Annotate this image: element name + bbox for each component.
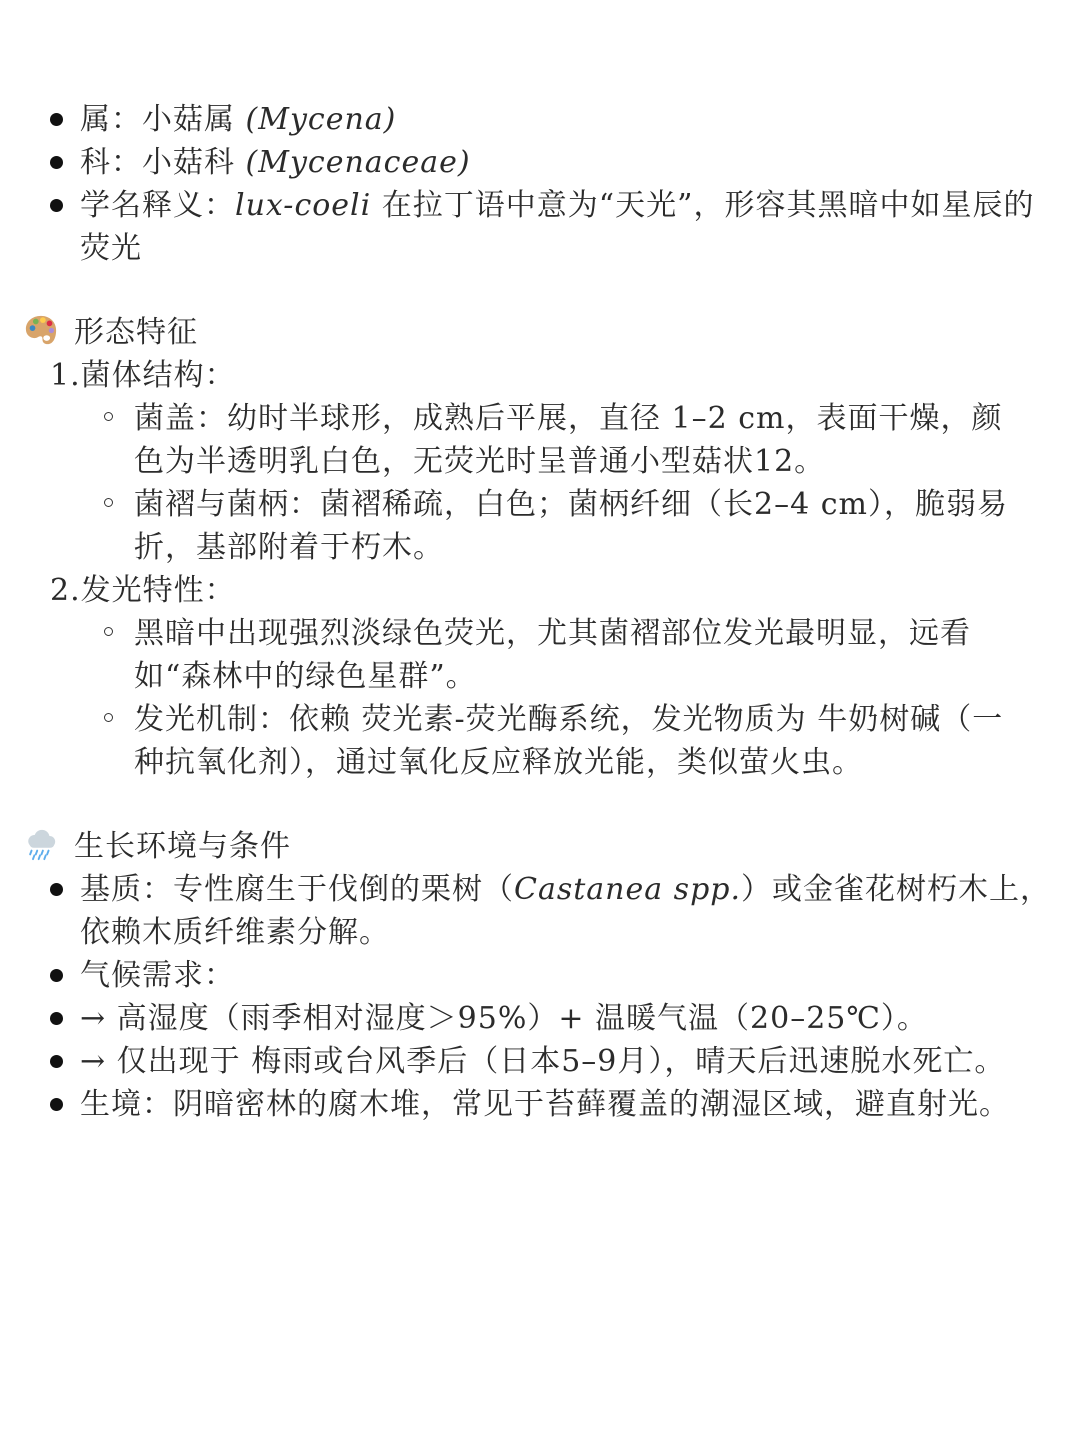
bullet-icon — [50, 113, 63, 126]
sub-item-text: 菌盖：幼时半球形，成熟后平展，直径 1–2 cm，表面干燥，颜色为半透明乳白色，无荧光时呈普通小型菇状12。 — [134, 401, 1003, 479]
item-title: 发光特性： — [80, 573, 236, 608]
sub-item-glow — [102, 612, 1022, 698]
circle-bullet-icon — [104, 412, 113, 421]
sub-item-cap — [102, 397, 1022, 483]
sub-item-gills-stem — [102, 483, 1022, 569]
meaning-text: 在拉丁语中意为“天光”，形容其黑暗中如星辰的荧光 — [80, 188, 1035, 266]
bullet-icon — [50, 1098, 63, 1111]
morphology-item-structure — [50, 354, 1050, 569]
list-item-substrate — [48, 868, 1068, 954]
list-item-habitat — [48, 1083, 1068, 1126]
item-title: 菌体结构： — [80, 358, 236, 393]
list-item-meaning — [48, 184, 1058, 270]
bullet-icon — [50, 883, 63, 896]
taxonomy-list — [48, 98, 1058, 270]
sub-item-text: 菌褶与菌柄：菌褶稀疏，白色；菌柄纤细（长2–4 cm），脆弱易折，基部附着于朽木。 — [134, 487, 1008, 565]
family-latin: (Mycenaceae) — [245, 145, 471, 180]
morphology-heading — [24, 311, 1080, 354]
item-number: 2. — [50, 573, 81, 608]
item-number: 1. — [50, 358, 81, 393]
list-item-family — [48, 141, 1058, 184]
meaning-latin: lux-coeli — [235, 188, 372, 223]
luminescence-sublist — [102, 612, 1022, 784]
genus-latin: (Mycena) — [245, 102, 397, 137]
document-page — [0, 98, 1080, 1126]
environment-list — [48, 868, 1068, 1126]
sub-item-mechanism — [102, 698, 1022, 784]
substrate-suffix: ）或金雀花树朽木上，依赖木质纤维素分解。 — [80, 872, 1052, 950]
sub-item-text: 发光机制：依赖 荧光素-荧光酶系统，发光物质为 牛奶树碱（一种抗氧化剂），通过氧化反应释放光能，类似萤火虫。 — [134, 702, 1004, 780]
structure-sublist — [102, 397, 1022, 569]
bullet-icon — [50, 199, 63, 212]
circle-bullet-icon — [104, 498, 113, 507]
list-item-humidity — [48, 997, 1068, 1040]
bullet-icon — [50, 1012, 63, 1025]
bullet-icon — [50, 156, 63, 169]
list-item-season — [48, 1040, 1068, 1083]
family-label: 科：小菇科 — [80, 145, 246, 180]
circle-bullet-icon — [104, 627, 113, 636]
humidity-text: → 高湿度（雨季相对湿度＞95%）+ 温暖气温（20–25℃）。 — [80, 1001, 928, 1036]
list-item-genus — [48, 98, 1058, 141]
substrate-latin: Castanea spp. — [514, 872, 742, 907]
list-item-climate — [48, 954, 1068, 997]
morphology-list — [50, 354, 1050, 784]
habitat-text: 生境：阴暗密林的腐木堆，常见于苔藓覆盖的潮湿区域，避直射光。 — [80, 1087, 1010, 1122]
climate-text: 气候需求： — [80, 958, 235, 993]
rain-cloud-icon — [24, 827, 58, 861]
sub-item-text: 黑暗中出现强烈淡绿色荧光，尤其菌褶部位发光最明显，远看如“森林中的绿色星群”。 — [134, 616, 971, 694]
bullet-icon — [50, 1055, 63, 1068]
season-text: → 仅出现于 梅雨或台风季后（日本5–9月），晴天后迅速脱水死亡。 — [80, 1044, 1006, 1079]
environment-heading-text: 生长环境与条件 — [74, 829, 291, 864]
environment-heading — [24, 825, 1080, 868]
morphology-heading-text: 形态特征 — [74, 315, 198, 350]
circle-bullet-icon — [104, 713, 113, 722]
meaning-prefix: 学名释义： — [80, 188, 235, 223]
genus-label: 属：小菇属 — [80, 102, 246, 137]
substrate-prefix: 基质：专性腐生于伐倒的栗树（ — [80, 872, 514, 907]
bullet-icon — [50, 969, 63, 982]
palette-icon — [24, 313, 58, 347]
morphology-item-luminescence — [50, 569, 1050, 784]
